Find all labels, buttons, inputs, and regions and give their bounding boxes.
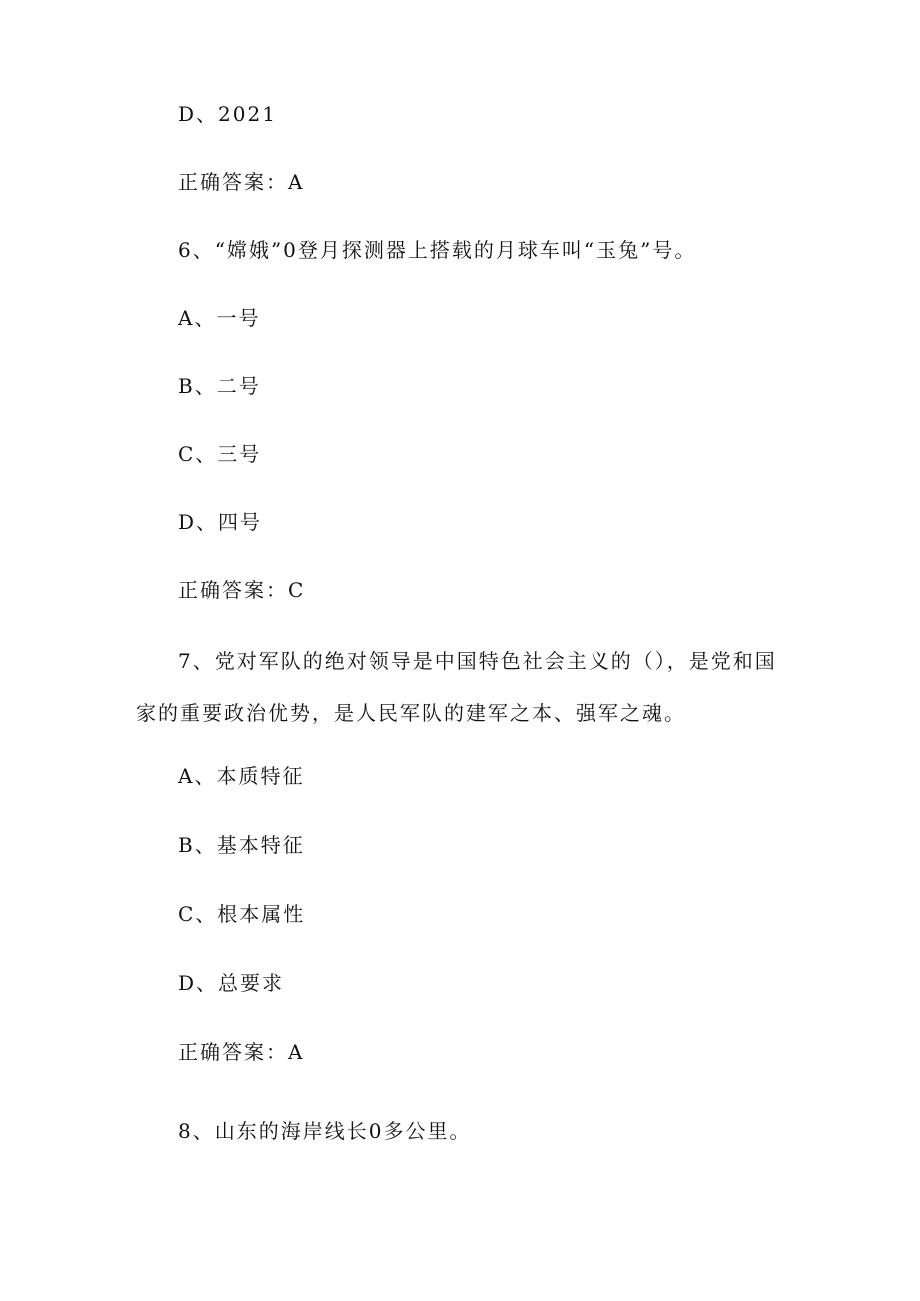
option-d-prev: D、2021: [178, 102, 277, 126]
question-6-option-d: D、四号: [178, 510, 263, 534]
question-7-option-a: A、本质特征: [178, 764, 305, 788]
question-8: 8、山东的海岸线长0多公里。: [178, 1119, 472, 1143]
question-7-option-d: D、总要求: [178, 971, 285, 995]
question-7: 7、党对军队的绝对领导是中国特色社会主义的（），是党和国家的重要政治优势，是人民军队的建军之本、强军之魂。: [136, 649, 777, 725]
question-6-answer: 正确答案：C: [178, 578, 306, 602]
question-6-option-b: B、二号: [178, 374, 261, 398]
answer-prev: 正确答案：A: [178, 170, 305, 194]
question-6-option-c: C、三号: [178, 442, 262, 466]
question-7-answer: 正确答案：A: [178, 1040, 305, 1064]
question-6: 6、“嫦娥”0登月探测器上搭载的月球车叫“玉兔”号。: [178, 238, 697, 262]
question-7-option-b: B、基本特征: [178, 833, 305, 857]
question-7-option-c: C、根本属性: [178, 902, 306, 926]
question-6-option-a: A、一号: [178, 306, 261, 330]
